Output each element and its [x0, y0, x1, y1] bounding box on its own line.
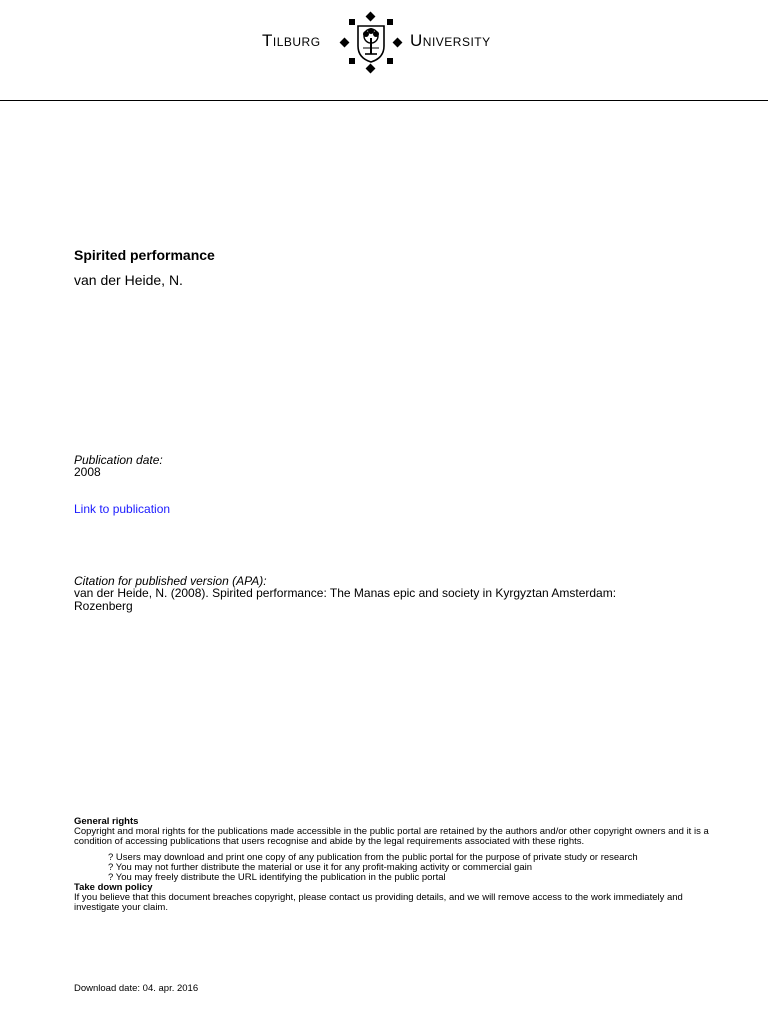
publication-date-label: Publication date:	[74, 453, 163, 467]
tree-emblem-icon	[336, 10, 406, 76]
rights-list-item: ? Users may download and print one copy of any publication from the public portal for the purpose of private study or research	[108, 852, 638, 863]
citation-text: van der Heide, N. (2008). Spirited performance: The Manas epic and society in Kyrgyztan Amsterdam: Rozenberg	[74, 586, 617, 613]
publication-date-value: 2008	[74, 465, 101, 479]
rights-list-item: ? You may not further distribute the material or use it for any profit-making activity or commercial gain	[108, 862, 532, 873]
rights-list-item: ? You may freely distribute the URL identifying the publication in the public portal	[108, 872, 446, 883]
citation-label: Citation for published version (APA):	[74, 574, 267, 588]
takedown-heading: Take down policy	[74, 882, 153, 893]
link-to-publication[interactable]: Link to publication	[74, 502, 171, 516]
takedown-body: If you believe that this document breaches copyright, please contact us providing details, and we will remove access to the work immediately and investigate your claim.	[74, 892, 683, 913]
rights-section	[74, 817, 724, 913]
logo-text-right: University	[410, 31, 491, 50]
general-rights-body: Copyright and moral rights for the publications made accessible in the public portal are retained by the authors and/or other copyright owners and it is a condition of accessing publications that users recognise and abide by the legal requirements associated with these rights.	[74, 826, 709, 847]
download-date: Download date: 04. apr. 2016	[74, 983, 199, 994]
logo-text-left: Tilburg	[262, 31, 321, 50]
publication-author: van der Heide, N.	[74, 272, 183, 288]
general-rights-heading: General rights	[74, 816, 139, 827]
publication-title: Spirited performance	[74, 247, 215, 263]
page-header	[0, 0, 768, 101]
rights-list	[74, 853, 724, 883]
